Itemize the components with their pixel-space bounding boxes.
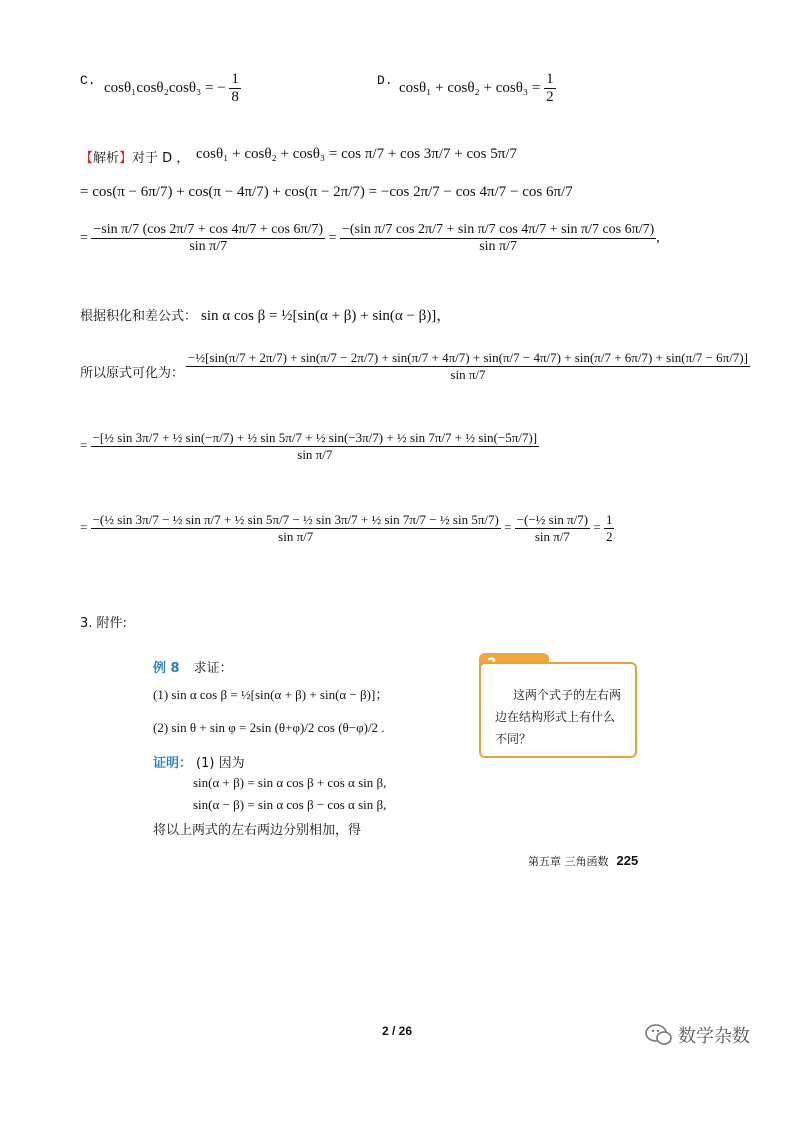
analysis-line-3 [80, 222, 660, 255]
option-d-label: D. [377, 73, 393, 88]
formula-line [80, 304, 451, 325]
line6-eq: = [80, 519, 88, 535]
analysis-heading [80, 147, 189, 166]
option-d-left: cosθ₁ + cosθ₂ + cosθ₃ = [399, 79, 541, 96]
option-c-numerator: 1 [231, 71, 239, 87]
analysis-line-2: = cos(π − 6π/7) + cos(π − 4π/7) + cos(π − 2π/7) = −cos 2π/7 − cos 4π/7 − cos 6π/7 [80, 184, 573, 200]
line3-denominator-a: sin π/7 [189, 239, 228, 254]
analysis-line-6 [80, 512, 614, 545]
watermark [644, 1020, 764, 1050]
line3-eq: = [80, 230, 88, 246]
analysis-line-1: cosθ₁ + cosθ₂ + cosθ₃ = cos π/7 + cos 3π/7 + cos 5π/7 [196, 146, 517, 162]
line3-numerator-b: −(sin π/7 cos 2π/7 + sin π/7 cos 4π/7 + sin π/7 cos 6π/7) [341, 222, 655, 237]
watermark-text: 数学杂数 [678, 1026, 750, 1047]
option-c-expression [104, 71, 241, 106]
option-c-fraction [229, 71, 241, 106]
reduce-label: 所以原式可化为： [80, 366, 185, 381]
proof-line-3: 将以上两式的左右两边分别相加，得 [153, 823, 362, 838]
book-chapter: 第五章 三角函数 [528, 855, 609, 868]
option-d-numerator: 1 [546, 71, 554, 87]
chat-bubble-icon [644, 1022, 674, 1048]
line3-numerator-a: −sin π/7 (cos 2π/7 + cos 4π/7 + cos 6π/7) [93, 222, 324, 237]
line6-denominator-b: sin π/7 [534, 529, 570, 544]
line4-denominator: sin π/7 [450, 367, 486, 382]
result-fraction [604, 512, 615, 545]
analysis-line-5 [80, 430, 539, 463]
line3-eq-2: = [328, 230, 337, 246]
example-heading [153, 657, 233, 677]
option-d-fraction [544, 71, 556, 106]
proof-label: 证明： [153, 756, 193, 771]
line5-numerator: −[½ sin 3π/7 + ½ sin(−π/7) + ½ sin 5π/7 + ½ sin(−3π/7) + ½ sin 7π/7 + ½ sin(−5π/7)] [92, 430, 538, 445]
line5-eq: = [80, 437, 88, 453]
analysis-bracket-close: 】 [119, 151, 133, 166]
line6-numerator-a: −(½ sin 3π/7 − ½ sin π/7 + ½ sin 5π/7 − ½ sin 3π/7 + ½ sin 7π/7 − ½ sin 5π/7) [92, 512, 499, 527]
proof-line-1: sin(α + β) = sin α cos β + cos α sin β, [193, 775, 387, 790]
example-item-1: (1) sin α cos β = ½[sin(α + β) + sin(α − β)]； [153, 687, 389, 702]
line6-denominator-a: sin π/7 [278, 529, 314, 544]
option-c-left: cosθ₁cosθ₂cosθ₃ = − [104, 79, 226, 96]
line6-eq-3: = [593, 519, 601, 535]
result-numerator: 1 [605, 512, 613, 527]
line5-frac [91, 430, 539, 463]
line6-numerator-b: −(−½ sin π/7) [516, 512, 589, 527]
proof-line-2: sin(α − β) = sin α cos β − cos α sin β, [193, 797, 387, 812]
book-footer [528, 852, 638, 870]
example-label: 例 8 [153, 661, 180, 676]
line6-frac-a [91, 512, 501, 545]
line4-frac [186, 350, 750, 383]
line4-numerator: −½[sin(π/7 + 2π/7) + sin(π/7 − 2π/7) + sin(π/7 + 4π/7) + sin(π/7 − 4π/7) + sin(π/7 + 6π/7) + sin(π/7 − 6π/7)] [188, 350, 748, 365]
callout-line-3: 不同？ [495, 732, 532, 746]
line3-fraction-b [340, 222, 656, 255]
attachment-label: 3. 附件: [80, 616, 127, 631]
line3-comma: , [656, 230, 660, 246]
analysis-bracket-open: 【 [80, 151, 94, 166]
line3-denominator-b: sin π/7 [479, 239, 518, 254]
analysis-heading-text: 解析 [93, 151, 120, 166]
line6-frac-b [515, 512, 590, 545]
book-page-number: 225 [616, 853, 639, 868]
line6-eq-2: = [504, 519, 512, 535]
example-item-2: (2) sin θ + sin φ = 2sin (θ+φ)/2 cos (θ−φ)/2 . [153, 720, 385, 735]
option-c-label: C. [80, 73, 96, 88]
line3-fraction-a [91, 222, 325, 255]
line5-denominator: sin π/7 [297, 447, 333, 462]
proof-heading [153, 752, 245, 772]
page-number: 2 / 26 [382, 1024, 413, 1038]
proof-intro: (1) 因为 [196, 756, 245, 771]
callout-line-2: 边在结构形式上有什么 [495, 710, 616, 724]
formula-expression: sin α cos β = ½[sin(α + β) + sin(α − β)]， [201, 308, 452, 324]
line4-fraction [186, 350, 750, 383]
formula-label: 根据积化和差公式： [80, 309, 198, 324]
option-d-denominator: 2 [546, 89, 554, 105]
prove-label: 求证： [193, 661, 233, 676]
option-c-denominator: 8 [231, 89, 239, 105]
result-denominator: 2 [605, 529, 613, 544]
option-d-expression [399, 71, 556, 106]
analysis-intro: 对于 D ， [132, 151, 190, 166]
callout-line-1: 这两个式子的左右两 [513, 688, 622, 702]
callout-box [479, 662, 637, 758]
